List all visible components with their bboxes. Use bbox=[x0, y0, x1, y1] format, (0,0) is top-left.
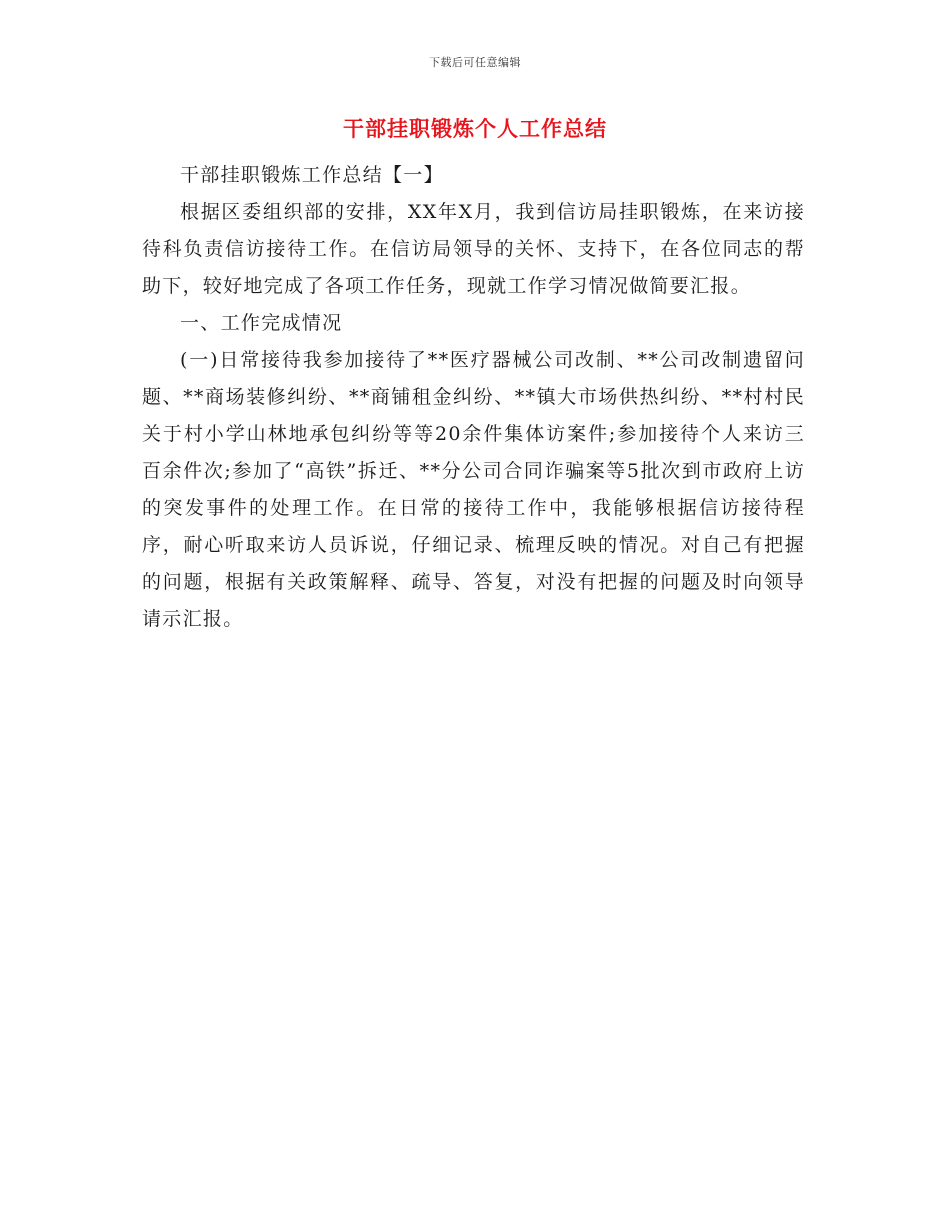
document-title: 干部挂职锻炼个人工作总结 bbox=[343, 116, 607, 141]
paragraph-daily-reception: (一)日常接待我参加接待了**医疗器械公司改制、**公司改制遗留问题、**商场装修纠纷、**商铺租金纠纷、**镇大市场供热纠纷、**村村民关于村小学山林地承包纠纷等等20余件集体访案件;参加接待个人来访三百余件次;参加了“高铁”拆迁、**分公司合同诈骗案等5批次到市政府上访的突发事件的处理工作。在日常的接待工作中，我能够根据信访接待程序，耐心听取来访人员诉说，仔细记录、梳理反映的情况。对自己有把握的问题，根据有关政策解释、疏导、答复，对没有把握的问题及时向领导请示汇报。 bbox=[142, 349, 805, 630]
section-heading: 干部挂职锻炼工作总结【一】 bbox=[180, 164, 444, 186]
document-body bbox=[142, 157, 805, 638]
paragraph-section-one-heading: 一、工作完成情况 bbox=[180, 312, 343, 334]
paragraph-intro: 根据区委组织部的安排，XX年X月，我到信访局挂职锻炼，在来访接待科负责信访接待工作。在信访局领导的关怀、支持下，在各位同志的帮助下，较好地完成了各项工作任务，现就工作学习情况做简要汇报。 bbox=[142, 201, 805, 297]
header-note: 下载后可任意编辑 bbox=[429, 56, 521, 69]
